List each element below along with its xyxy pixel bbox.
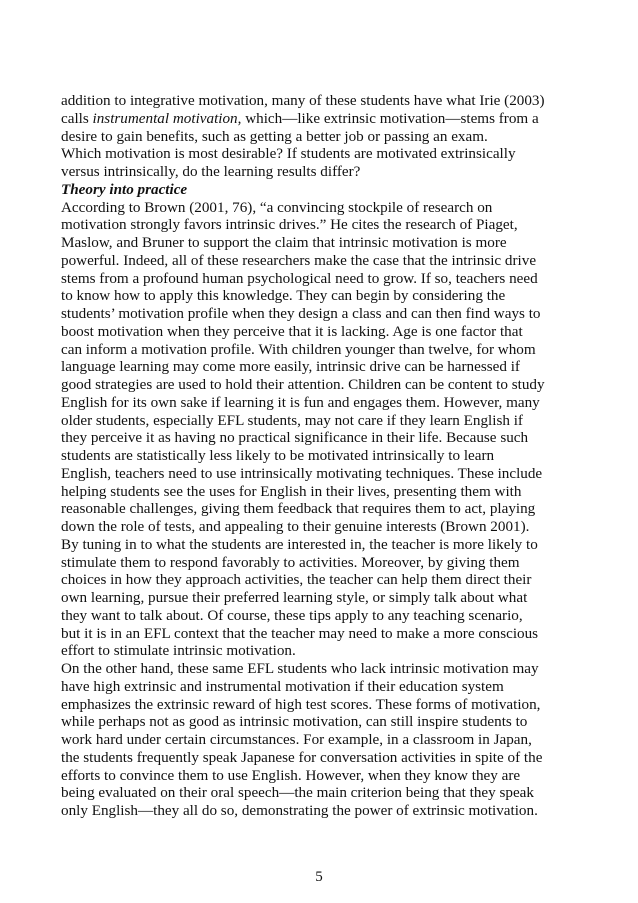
text-line: efforts to convince them to use English. However, when they know they are [61, 766, 521, 784]
text-line: helping students see the uses for English in their lives, presenting them with [61, 482, 522, 500]
text-line: Which motivation is most desirable? If students are motivated extrinsically [61, 145, 516, 163]
text-line: work hard under certain circumstances. For example, in a classroom in Japan, [61, 731, 532, 748]
text-line: powerful. Indeed, all of these researchers make the case that the intrinsic drive [61, 251, 537, 269]
text-line-with-term [61, 110, 581, 128]
text-line-rest: , which—like extrinsic motivation—stems from a [237, 109, 539, 127]
text-line: but it is in an EFL context that the teacher may need to make a more conscious [61, 624, 539, 642]
text-line: language learning may come more easily, intrinsic drive can be harnessed if [61, 358, 520, 376]
text-line: choices in how they approach activities, the teacher can help them direct their [61, 571, 532, 589]
text-line: the students frequently speak Japanese for conversation activities in spite of the [61, 748, 543, 766]
text-line: On the other hand, these same EFL students who lack intrinsic motivation may [61, 660, 539, 677]
text-line: Maslow, and Bruner to support the claim that intrinsic motivation is more [61, 234, 507, 251]
text-line: reasonable challenges, giving them feedback that requires them to act, playing [61, 500, 536, 518]
calls-prefix: calls [61, 109, 93, 127]
paragraph-theory [61, 199, 581, 661]
text-line: students’ motivation profile when they design a class and can then find ways to [61, 305, 541, 322]
text-line: effort to stimulate intrinsic motivation. [61, 642, 296, 660]
text-line: older students, especially EFL students, may not care if they learn English if [61, 411, 523, 429]
text-line: good strategies are used to hold their attention. Children can be content to study [61, 376, 545, 393]
text-line: own learning, pursue their preferred learning style, or simply talk about what [61, 589, 528, 606]
text-line: By tuning in to what the students are interested in, the teacher is more likely to [61, 535, 538, 553]
text-line: only English—they all do so, demonstrating the power of extrinsic motivation. [61, 802, 538, 819]
text-line: English, teachers need to use intrinsically motivating techniques. These include [61, 464, 543, 482]
text-line: they want to talk about. Of course, these tips apply to any teaching scenario, [61, 606, 523, 624]
text-line: they perceive it as having no practical significance in their life. Because such [61, 429, 529, 447]
text-line: boost motivation when they perceive that it is lacking. Age is one factor that [61, 322, 523, 340]
text-line: According to Brown (2001, 76), “a convincing stockpile of research on [61, 198, 493, 216]
text-line: can inform a motivation profile. With children younger than twelve, for whom [61, 340, 536, 358]
document-body [61, 92, 581, 820]
instrumental-motivation-term: instrumental motivation [92, 109, 238, 127]
text-line: English for its own sake if learning it is fun and engages them. However, many [61, 393, 540, 411]
text-line: versus intrinsically, do the learning results differ? [61, 163, 361, 180]
text-line: while perhaps not as good as intrinsic motivation, can still inspire students to [61, 713, 528, 731]
text-line: stems from a profound human psychological need to grow. If so, teachers need [61, 269, 538, 287]
text-line: stimulate them to respond favorably to activities. Moreover, by giving them [61, 553, 520, 571]
text-line: have high extrinsic and instrumental motivation if their education system [61, 677, 504, 695]
page-number: 5 [315, 869, 323, 885]
paragraph-intro [61, 92, 581, 181]
text-line: desire to gain benefits, such as getting a better job or passing an exam. [61, 127, 488, 145]
section-heading: Theory into practice [61, 180, 188, 198]
paragraph-extrinsic [61, 660, 581, 820]
text-line: down the role of tests, and appealing to their genuine interests (Brown 2001). [61, 518, 530, 535]
text-line: emphasizes the extrinsic reward of high test scores. These forms of motivation, [61, 695, 541, 713]
text-line: motivation strongly favors intrinsic drives.” He cites the research of Piaget, [61, 216, 518, 234]
text-line: students are statistically less likely to be motivated intrinsically to learn [61, 447, 495, 464]
text-line: addition to integrative motivation, many of these students have what Irie (2003) [61, 92, 545, 109]
text-line: to know how to apply this knowledge. They can begin by considering the [61, 287, 506, 305]
text-line: being evaluated on their oral speech—the main criterion being that they speak [61, 784, 534, 802]
